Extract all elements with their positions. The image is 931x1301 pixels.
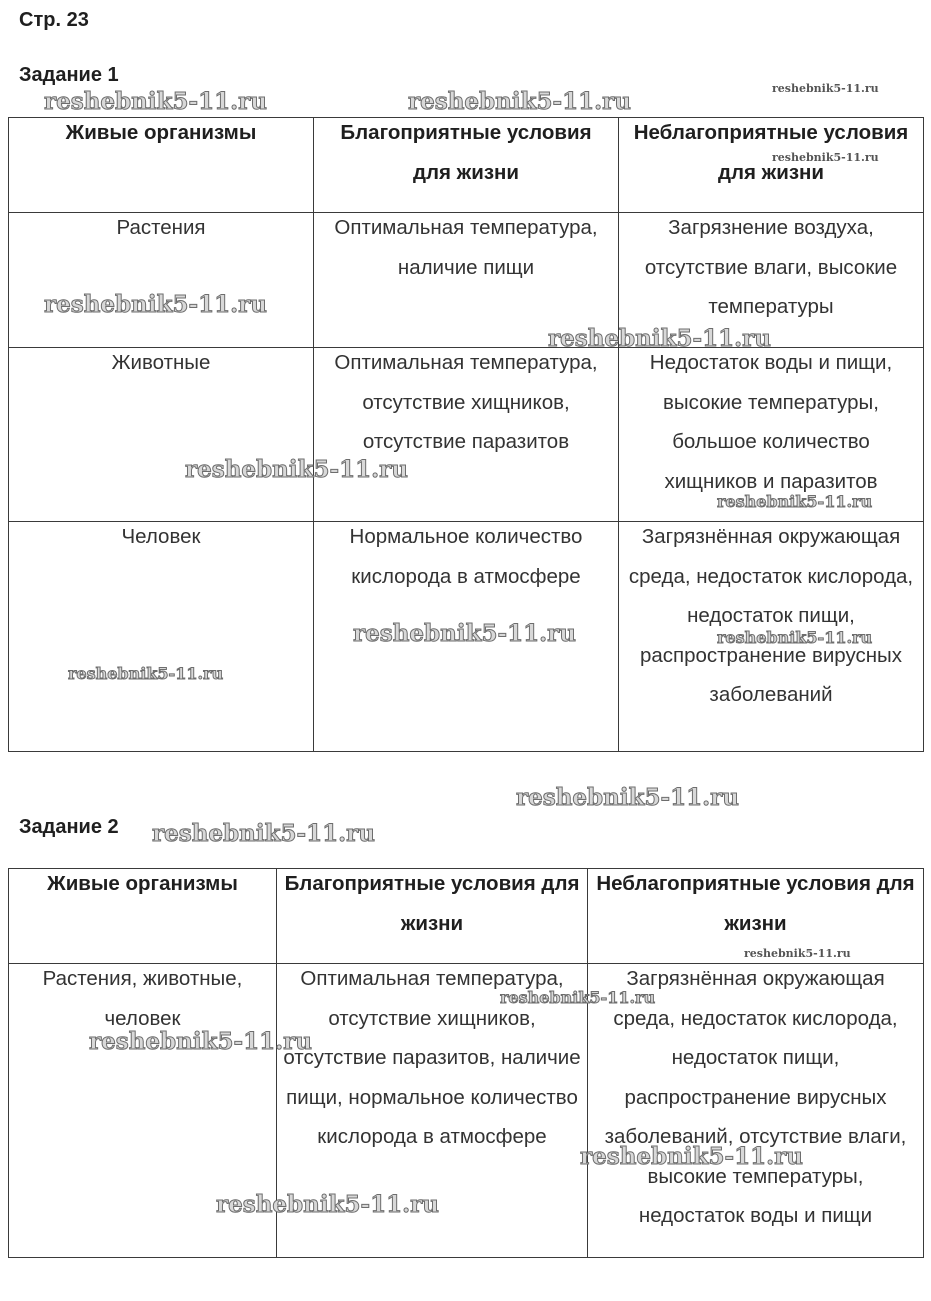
watermark: reshebnik5-11.ru <box>353 620 576 647</box>
task1-cell-organism: Человек <box>9 522 314 752</box>
task1-cell-favorable: Оптимальная температура, отсутствие хищников, отсутствие паразитов <box>314 348 619 522</box>
table-row <box>9 964 924 1258</box>
page-number: Стр. 23 <box>19 9 89 31</box>
watermark: reshebnik5-11.ru <box>516 784 739 811</box>
task1-cell-favorable: Нормальное количество кислорода в атмосфере <box>314 522 619 752</box>
task1-cell-favorable: Оптимальная температура, наличие пищи <box>314 213 619 348</box>
watermark: reshebnik5-11.ru <box>44 291 267 318</box>
task2-header-row <box>9 869 924 964</box>
watermark: reshebnik5-11.ru <box>152 820 375 847</box>
task2-cell-favorable: Оптимальная температура, отсутствие хищников, отсутствие паразитов, наличие пищи, нормальное количество кислорода в атмосфере <box>277 964 588 1258</box>
watermark: reshebnik5-11.ru <box>500 988 656 1007</box>
watermark: reshebnik5-11.ru <box>216 1191 439 1218</box>
task2-header-favorable: Благоприятные условия для жизни <box>277 869 588 964</box>
task1-table <box>8 117 924 752</box>
watermark: reshebnik5-11.ru <box>408 88 631 115</box>
watermark: reshebnik5-11.ru <box>89 1028 312 1055</box>
task2-header-organisms: Живые организмы <box>9 869 277 964</box>
watermark: reshebnik5-11.ru <box>717 628 873 647</box>
watermark: reshebnik5-11.ru <box>772 151 879 164</box>
watermark: reshebnik5-11.ru <box>185 456 408 483</box>
task1-cell-organism: Животные <box>9 348 314 522</box>
table-row <box>9 522 924 752</box>
watermark: reshebnik5-11.ru <box>580 1143 803 1170</box>
task2-header-unfavorable: Неблагоприятные условия для жизни <box>588 869 924 964</box>
task2-table <box>8 868 924 1258</box>
watermark: reshebnik5-11.ru <box>548 325 771 352</box>
table-row <box>9 348 924 522</box>
task1-cell-unfavorable: Загрязнённая окружающая среда, недостаток кислорода, недостаток пищи, распространение вирусных заболеваний <box>619 522 924 752</box>
task1-header-unfavorable: Неблагоприятные условия для жизни <box>619 118 924 213</box>
task1-cell-unfavorable: Загрязнение воздуха, отсутствие влаги, высокие температуры <box>619 213 924 348</box>
task1-header-organisms: Живые организмы <box>9 118 314 213</box>
table-row <box>9 213 924 348</box>
task2-cell-organism: Растения, животные, человек <box>9 964 277 1258</box>
task1-cell-organism: Растения <box>9 213 314 348</box>
task1-header-favorable: Благоприятные условия для жизни <box>314 118 619 213</box>
watermark: reshebnik5-11.ru <box>772 82 879 95</box>
watermark: reshebnik5-11.ru <box>68 664 224 683</box>
task2-cell-unfavorable: Загрязнённая окружающая среда, недостаток кислорода, недостаток пищи, распространение вирусных заболеваний, отсутствие влаги, высокие температуры, недостаток воды и пищи <box>588 964 924 1258</box>
watermark: reshebnik5-11.ru <box>717 492 873 511</box>
task2-title: Задание 2 <box>19 816 119 838</box>
task1-cell-unfavorable: Недостаток воды и пищи, высокие температуры, большое количество хищников и паразитов <box>619 348 924 522</box>
task1-title: Задание 1 <box>19 64 119 86</box>
watermark: reshebnik5-11.ru <box>44 88 267 115</box>
watermark: reshebnik5-11.ru <box>744 947 851 960</box>
task1-header-row <box>9 118 924 213</box>
